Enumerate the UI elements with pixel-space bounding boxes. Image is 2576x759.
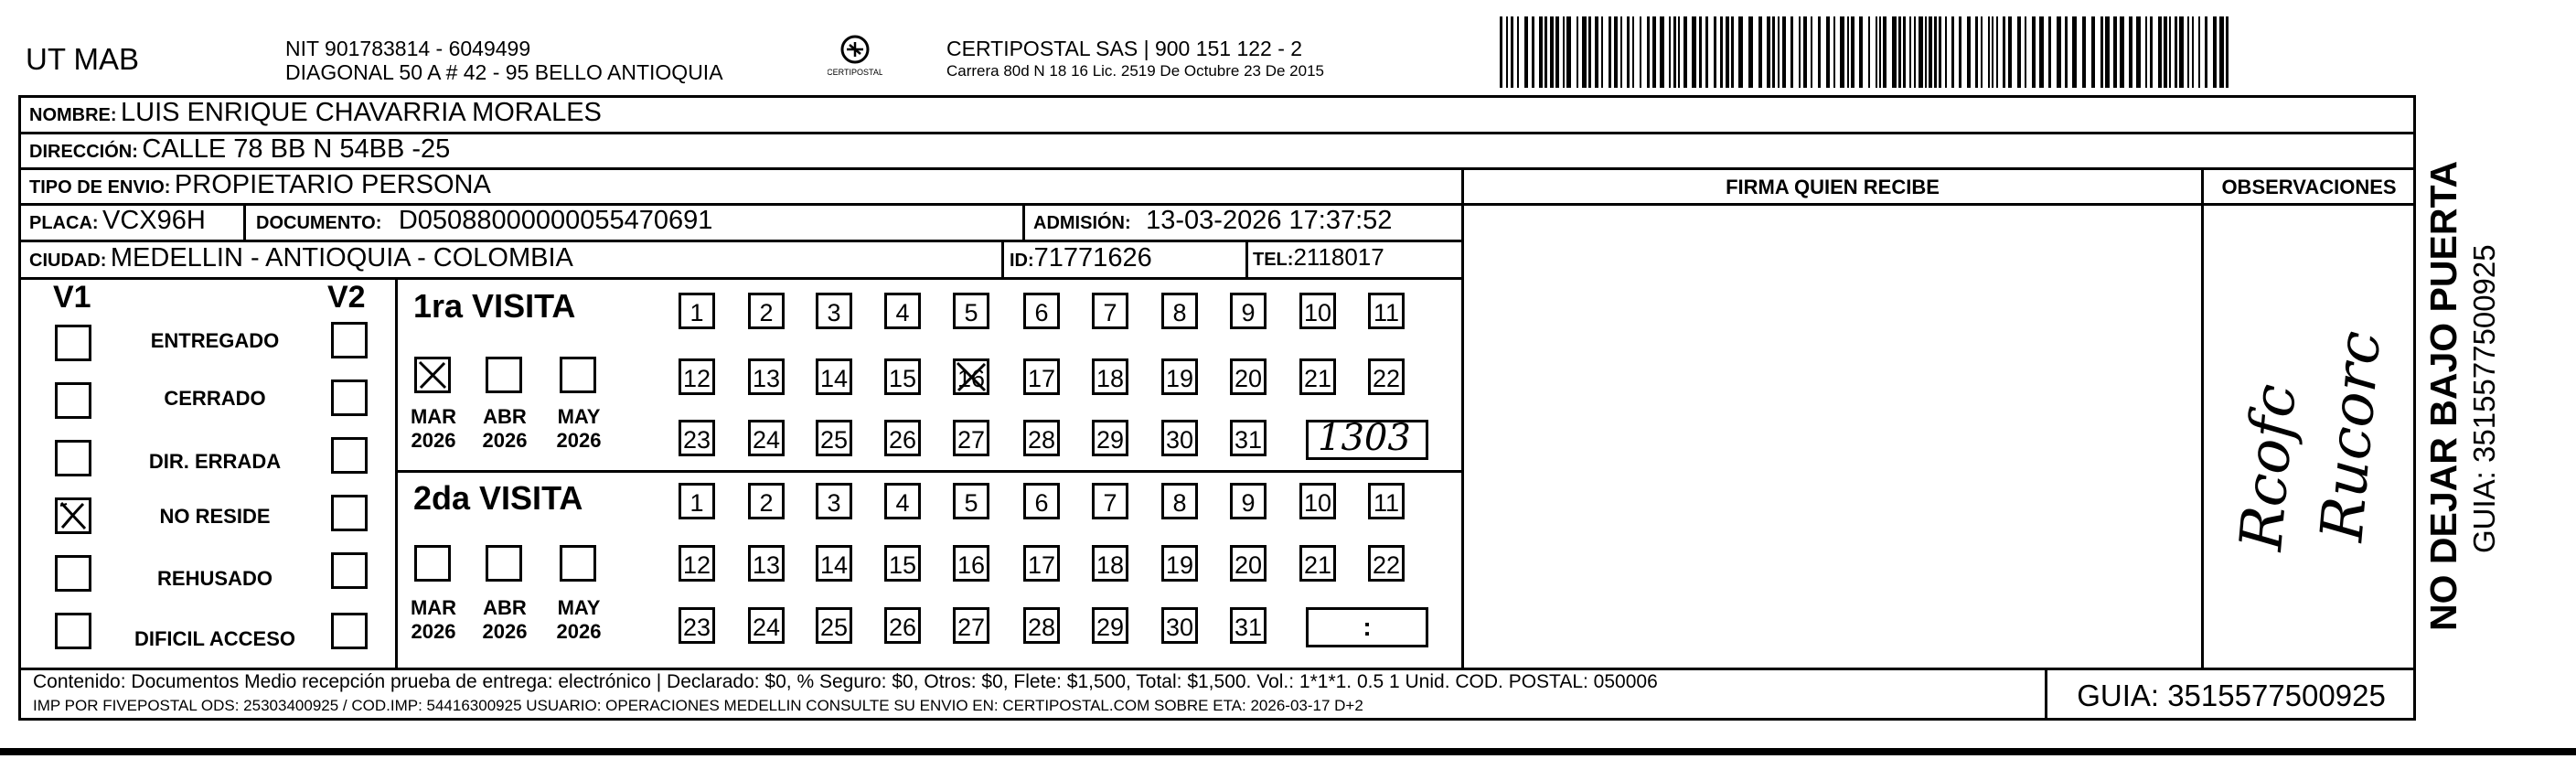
check-mark-icon [956,361,987,392]
second-visit-day-27-checkbox[interactable]: 27 [953,607,989,644]
barcode-bar [2032,16,2036,88]
option-cerrado: CERRADO [164,387,266,410]
tipo-envio-label: TIPO DE ENVIO: [29,177,171,198]
barcode-bar [1992,16,1993,88]
barcode-bar [1975,16,1978,88]
barcode-bar [1539,16,1543,88]
barcode-bar [2113,16,2117,88]
second-visit-day-16-checkbox[interactable]: 16 [953,545,989,582]
first-visit-day-19-checkbox[interactable]: 19 [1161,358,1198,395]
check-mark-icon [58,500,89,531]
month-label: ABR [483,405,527,428]
second-visit-day-26-checkbox[interactable]: 26 [884,607,921,644]
barcode-bar [1714,16,1716,88]
direccion-label: DIRECCIÓN: [29,142,138,162]
first-visit-day-15-checkbox[interactable]: 15 [884,358,921,395]
barcode-bar [1582,16,1587,88]
barcode-bar [1660,16,1664,88]
footer-content-line: Contenido: Documentos Medio recepción prueba de entrega: electrónico | Declarado: $0, % Seguro: $0, Otros: $0, Flete: $1,500, Total: $1,500. Vol.: 1*1*1. 0.5 1 Unid. COD. POSTAL: 050006 [33,671,1658,692]
second-visit-day-7-checkbox[interactable]: 7 [1092,483,1128,519]
barcode-bar [1859,16,1863,88]
footer-guia: GUIA: 3515577500925 [2077,679,2386,712]
barcode-bar [1782,16,1786,88]
barcode-bar [1883,16,1887,88]
v1-entregado-checkbox[interactable] [55,325,91,361]
barcode-bar [1614,16,1618,88]
barcode-bar [1811,16,1812,88]
barcode-bar [1909,16,1911,88]
first-visit-month-abr [476,405,533,453]
barcode-bar [2164,16,2167,88]
divider [395,470,1463,473]
nombre-label: NOMBRE: [29,105,117,125]
year-label: 2026 [411,620,456,643]
carrier-name: CERTIPOSTAL SAS | 900 151 122 - 2 [946,37,1303,60]
first-visit-day-2-checkbox[interactable]: 2 [748,293,785,329]
barcode-bar [1790,16,1793,88]
first-visit-day-22-checkbox[interactable]: 22 [1368,358,1405,395]
second-visit-day-24-checkbox[interactable]: 24 [748,607,785,644]
first-visit-title: 1ra VISITA [413,287,576,325]
barcode-bar [1981,16,1983,88]
barcode-bar [1524,16,1528,88]
year-label: 2026 [556,620,602,643]
certipostal-logo [828,33,882,84]
barcode-bar [2120,16,2124,88]
barcode-bar [2198,16,2200,88]
barcode-bar [1967,16,1971,88]
barcode-bar [2192,16,2194,88]
second-visit-abr-checkbox[interactable] [486,545,522,582]
observaciones-area[interactable] [2204,206,2412,667]
barcode-bar [2226,16,2229,88]
barcode-bar [1720,16,1723,88]
second-visit-day-22-checkbox[interactable]: 22 [1368,545,1405,582]
second-visit-day-12-checkbox[interactable]: 12 [679,545,715,582]
barcode-bar [1778,16,1780,88]
barcode-bar [1517,16,1519,88]
first-visit-day-6-checkbox[interactable]: 6 [1023,293,1060,329]
v2-no-reside-checkbox[interactable] [331,495,368,531]
v2-dificil-acceso-checkbox[interactable] [331,613,368,649]
first-visit-day-21-checkbox[interactable]: 21 [1299,358,1336,395]
v2-dir-errada-checkbox[interactable] [331,437,368,474]
barcode-bar [1692,16,1696,88]
year-label: 2026 [556,429,602,452]
second-visit-time-box[interactable]: : [1306,607,1428,647]
first-visit-day-18-checkbox[interactable]: 18 [1092,358,1128,395]
barcode-bar [1705,16,1708,88]
barcode-bar [1945,16,1947,88]
barcode-bar [1609,16,1611,88]
first-visit-day-17-checkbox[interactable]: 17 [1023,358,1060,395]
v2-rehusado-checkbox[interactable] [331,552,368,589]
second-visit-day-9-checkbox[interactable]: 9 [1230,483,1267,519]
barcode-bar [1620,16,1622,88]
direccion-value: CALLE 78 BB N 54BB -25 [142,134,451,164]
second-visit-month-abr [476,596,533,644]
barcode-bar [2025,16,2026,88]
first-visit-month-mar [405,405,462,453]
check-mark-icon [417,359,448,390]
second-visit-day-29-checkbox[interactable]: 29 [1092,607,1128,644]
firma-header: FIRMA QUIEN RECIBE [1726,176,1940,198]
barcode-bar [1919,16,1923,88]
barcode-bar [2179,16,2184,88]
second-visit-day-31-checkbox[interactable]: 31 [1230,607,1267,644]
v1-dir-errada-checkbox[interactable] [55,440,91,476]
first-visit-day-1-checkbox[interactable]: 1 [679,293,715,329]
option-no-reside: NO RESIDE [159,505,271,528]
first-visit-day-10-checkbox[interactable]: 10 [1299,293,1336,329]
barcode-bar [1532,16,1534,88]
barcode-bar [2039,16,2044,88]
barcode-bar [2136,16,2141,88]
barcode-bar [2219,16,2224,88]
barcode-bar [1640,16,1641,88]
second-visit-day-18-checkbox[interactable]: 18 [1092,545,1128,582]
ciudad-value: MEDELLIN - ANTIOQUIA - COLOMBIA [110,243,573,273]
month-label: ABR [483,596,527,619]
barcode-bar [1758,16,1762,88]
month-label: MAY [557,596,601,619]
id-cell [1010,243,1152,273]
second-visit-day-13-checkbox[interactable]: 13 [748,545,785,582]
first-visit-day-14-checkbox[interactable]: 14 [816,358,852,395]
tipo-envio-value: PROPIETARIO PERSONA [174,170,491,199]
second-visit-day-4-checkbox[interactable]: 4 [884,483,921,519]
barcode-bar [1803,16,1807,88]
barcode-bar [1511,16,1513,88]
divider [395,277,398,668]
documento-cell [256,206,712,236]
second-visit-day-6-checkbox[interactable]: 6 [1023,483,1060,519]
barcode-bar [2057,16,2061,88]
placa-value: VCX96H [102,206,206,235]
barcode-bar [2003,16,2005,88]
first-visit-day-4-checkbox[interactable]: 4 [884,293,921,329]
first-visit-day-26-checkbox[interactable]: 26 [884,420,921,456]
barcode-bar [1601,16,1603,88]
v1-rehusado-checkbox[interactable] [55,555,91,592]
barcode-bar [2048,16,2051,88]
second-visit-day-5-checkbox[interactable]: 5 [953,483,989,519]
barcode-bar [1847,16,1849,88]
second-visit-may-checkbox[interactable] [560,545,596,582]
v1-no-reside-checkbox[interactable] [55,497,91,534]
second-visit-month-mar [405,596,462,644]
ciudad-cell [29,243,573,273]
divider [18,668,2416,670]
barcode-bar [1934,16,1937,88]
first-visit-day-7-checkbox[interactable]: 7 [1092,293,1128,329]
nombre-row [29,98,602,128]
footer-imp-line: IMP POR FIVEPOSTAL ODS: 25303400925 / COD.IMP: 54416300925 USUARIO: OPERACIONES MEDELLIN CONSULTE SU ENVIO EN: CERTIPOSTAL.COM SOBRE ETA: 2026-03-17 D+2 [33,697,1363,714]
barcode-bar [2145,16,2147,88]
year-label: 2026 [482,429,528,452]
first-visit-time-handwritten: 1303 [1318,417,1411,459]
barcode-bar [1588,16,1591,88]
barcode-bar [1738,16,1743,88]
carrier-license: Carrera 80d N 18 16 Lic. 2519 De Octubre 23 De 2015 [946,62,1324,80]
barcode-bar [1925,16,1927,88]
first-visit-day-31-checkbox[interactable]: 31 [1230,420,1267,456]
barcode-bar [2100,16,2103,88]
barcode-bar [1876,16,1877,88]
barcode-bar [1500,16,1502,88]
barcode-bar [1951,16,1954,88]
barcode-bar [1929,16,1932,88]
barcode [1500,16,2231,88]
option-rehusado: REHUSADO [157,567,273,590]
bottom-edge [0,748,2576,755]
barcode-bar [1914,16,1916,88]
second-visit-day-14-checkbox[interactable]: 14 [816,545,852,582]
barcode-bar [1892,16,1897,88]
first-visit-day-16-checkbox[interactable]: 16 [953,358,989,395]
second-visit-day-30-checkbox[interactable]: 30 [1161,607,1198,644]
barcode-bar [1678,16,1680,88]
tel-label: TEL: [1253,250,1294,270]
side-warning: NO DEJAR BAJO PUERTA [2422,160,2464,631]
divider [1001,240,1004,278]
barcode-bar [1731,16,1734,88]
first-visit-month-may [550,405,607,453]
second-visit-day-19-checkbox[interactable]: 19 [1161,545,1198,582]
option-dir-errada: DIR. ERRADA [148,450,282,473]
second-visit-day-2-checkbox[interactable]: 2 [748,483,785,519]
barcode-bar [1748,16,1753,88]
first-visit-day-28-checkbox[interactable]: 28 [1023,420,1060,456]
month-label: MAR [410,405,457,428]
barcode-bar [1903,16,1906,88]
second-visit-day-23-checkbox[interactable]: 23 [679,607,715,644]
barcode-bar [1826,16,1830,88]
barcode-bar [2017,16,2021,88]
v1-dificil-acceso-checkbox[interactable] [55,613,91,649]
first-visit-day-8-checkbox[interactable]: 8 [1161,293,1198,329]
admision-label: ADMISIÓN: [1033,213,1131,233]
tel-value: 2118017 [1293,243,1384,271]
year-label: 2026 [482,620,528,643]
barcode-bar [1577,16,1578,88]
second-visit-title: 2da VISITA [413,479,583,517]
first-visit-day-13-checkbox[interactable]: 13 [748,358,785,395]
barcode-bar [2082,16,2086,88]
barcode-bar [1772,16,1775,88]
v1-cerrado-checkbox[interactable] [55,382,91,419]
barcode-bar [2065,16,2068,88]
barcode-bar [1939,16,1941,88]
tel-cell [1253,243,1384,272]
first-visit-day-25-checkbox[interactable]: 25 [816,420,852,456]
barcode-bar [1595,16,1598,88]
option-entregado: ENTREGADO [150,329,280,352]
logo-text: CERTIPOSTAL [828,68,882,77]
second-visit-day-17-checkbox[interactable]: 17 [1023,545,1060,582]
tipo-envio-row [29,170,491,200]
observation-handwriting-1: Rcofc [2228,381,2310,553]
barcode-bar [1627,16,1630,88]
barcode-bar [1988,16,1990,88]
barcode-bar [1767,16,1770,88]
second-visit-month-may [550,596,607,644]
barcode-bar [1726,16,1729,88]
barcode-bar [1669,16,1671,88]
second-visit-day-10-checkbox[interactable]: 10 [1299,483,1336,519]
first-visit-day-3-checkbox[interactable]: 3 [816,293,852,329]
direccion-row [29,134,450,165]
signature-area[interactable] [1463,206,2199,667]
second-visit-day-28-checkbox[interactable]: 28 [1023,607,1060,644]
v2-cerrado-checkbox[interactable] [331,380,368,416]
barcode-bar [2105,16,2110,88]
divider [243,203,246,241]
first-visit-day-12-checkbox[interactable]: 12 [679,358,715,395]
barcode-bar [1566,16,1571,88]
month-label: MAR [410,596,457,619]
barcode-bar [2129,16,2132,88]
observation-handwriting-2: Rucorc [2308,328,2395,544]
documento-value: D05088000000055470691 [398,206,713,235]
admision-value: 13-03-2026 17:37:52 [1146,206,1393,235]
side-guia: GUIA: 3515577500925 [2467,244,2501,553]
barcode-bar [1996,16,1998,88]
barcode-bar [2205,16,2207,88]
first-visit-day-23-checkbox[interactable]: 23 [679,420,715,456]
placa-cell [29,206,206,236]
second-visit-mar-checkbox[interactable] [414,545,451,582]
ciudad-label: CIUDAD: [29,251,107,271]
first-visit-day-11-checkbox[interactable]: 11 [1368,293,1405,329]
barcode-bar [1851,16,1855,88]
barcode-bar [1652,16,1656,88]
first-visit-day-24-checkbox[interactable]: 24 [748,420,785,456]
second-visit-day-3-checkbox[interactable]: 3 [816,483,852,519]
divider [1022,203,1025,241]
first-visit-time-box[interactable] [1306,417,1428,460]
first-visit-day-9-checkbox[interactable]: 9 [1230,293,1267,329]
sender-address: DIAGONAL 50 A # 42 - 95 BELLO ANTIOQUIA [285,60,723,84]
barcode-bar [1840,16,1844,88]
barcode-bar [2091,16,2095,88]
barcode-bar [2187,16,2189,88]
sender-company: UT MAB [26,42,140,76]
placa-label: PLACA: [29,213,99,233]
first-visit-mar-checkbox[interactable] [414,357,451,393]
month-label: MAY [557,405,601,428]
barcode-bar [1879,16,1881,88]
observaciones-header: OBSERVACIONES [2221,176,2397,198]
year-label: 2026 [411,429,456,452]
second-visit-day-8-checkbox[interactable]: 8 [1161,483,1198,519]
documento-label: DOCUMENTO: [256,213,382,233]
barcode-bar [2072,16,2077,88]
barcode-bar [1898,16,1901,88]
barcode-bar [1799,16,1801,88]
barcode-bar [2213,16,2217,88]
id-label: ID: [1010,251,1034,271]
barcode-bar [2158,16,2162,88]
barcode-bar [1647,16,1650,88]
barcode-bar [1833,16,1835,88]
barcode-bar [1563,16,1565,88]
first-visit-day-5-checkbox[interactable]: 5 [953,293,989,329]
barcode-bar [1545,16,1547,88]
barcode-bar [1818,16,1821,88]
barcode-bar [2175,16,2177,88]
v1-label: V1 [53,280,91,315]
nombre-value: LUIS ENRIQUE CHAVARRIA MORALES [121,98,602,127]
first-visit-day-30-checkbox[interactable]: 30 [1161,420,1198,456]
first-visit-abr-checkbox[interactable] [486,357,522,393]
divider [1245,240,1248,278]
second-visit-day-11-checkbox[interactable]: 11 [1368,483,1405,519]
barcode-bar [1959,16,1961,88]
barcode-bar [1673,16,1676,88]
second-visit-day-21-checkbox[interactable]: 21 [1299,545,1336,582]
second-visit-day-1-checkbox[interactable]: 1 [679,483,715,519]
first-visit-day-29-checkbox[interactable]: 29 [1092,420,1128,456]
first-visit-may-checkbox[interactable] [560,357,596,393]
v2-label: V2 [327,280,366,315]
barcode-bar [2008,16,2012,88]
barcode-bar [2150,16,2153,88]
second-visit-day-15-checkbox[interactable]: 15 [884,545,921,582]
v2-entregado-checkbox[interactable] [331,322,368,358]
barcode-bar [2169,16,2171,88]
barcode-bar [1868,16,1870,88]
first-visit-day-27-checkbox[interactable]: 27 [953,420,989,456]
barcode-bar [1632,16,1634,88]
sender-nit: NIT 901783814 - 6049499 [285,37,531,60]
barcode-bar [1506,16,1508,88]
barcode-bar [1550,16,1554,88]
barcode-bar [1555,16,1559,88]
admision-cell [1033,206,1392,236]
second-visit-day-20-checkbox[interactable]: 20 [1230,545,1267,582]
first-visit-day-20-checkbox[interactable]: 20 [1230,358,1267,395]
barcode-bar [1699,16,1702,88]
second-visit-day-25-checkbox[interactable]: 25 [816,607,852,644]
id-value: 71771626 [1033,243,1152,273]
option-dificil-acceso: DIFICIL ACCESO [134,627,295,650]
barcode-bar [1683,16,1687,88]
